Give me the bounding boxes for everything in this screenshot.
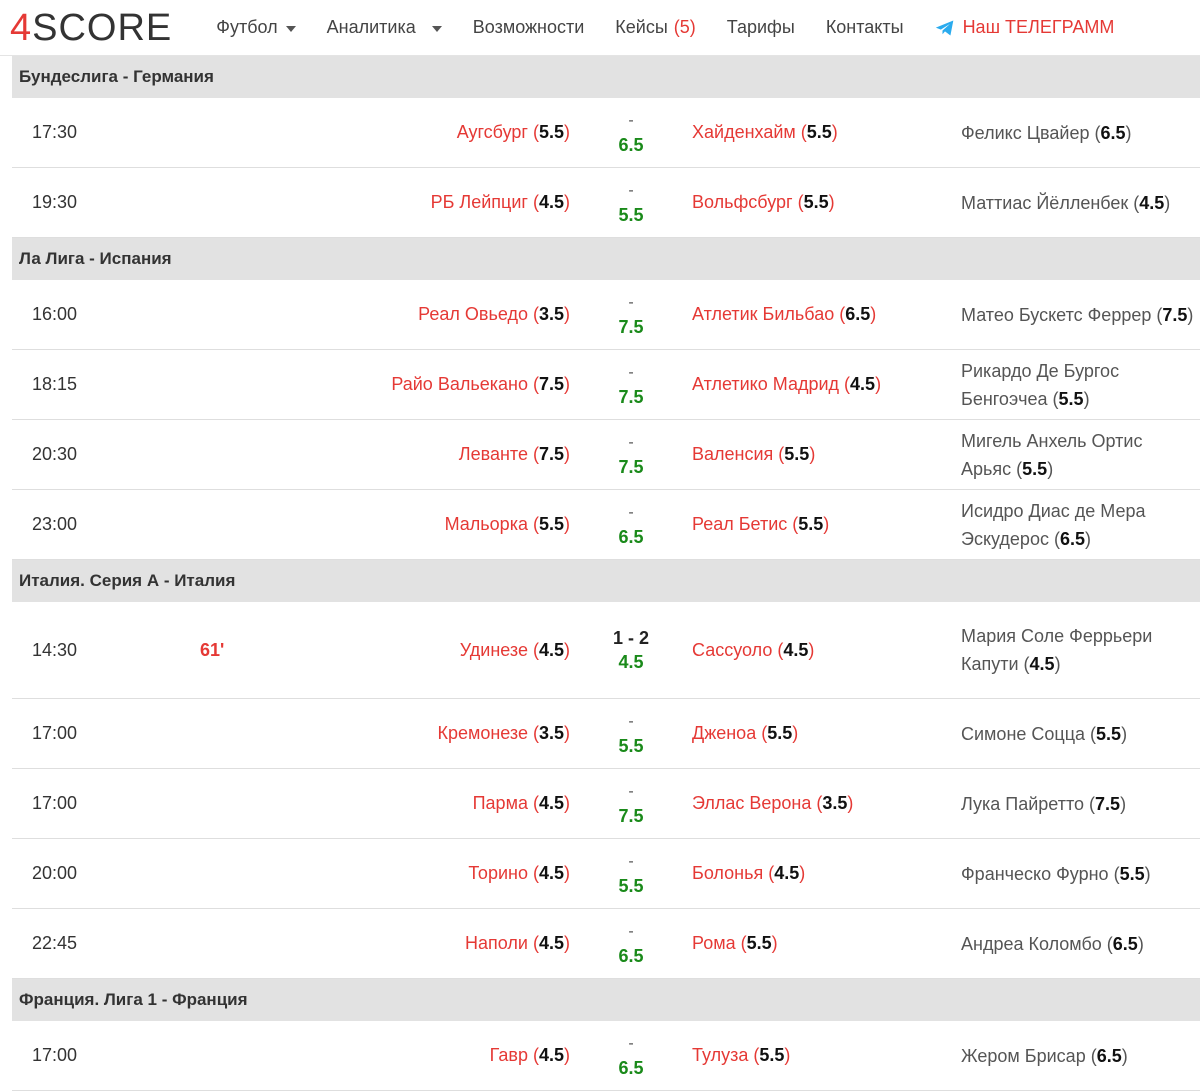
home-team[interactable] [437, 699, 570, 768]
rating-value: 4.5 [538, 1045, 564, 1065]
home-team-name: Мальорка [444, 514, 528, 534]
referee-rating: 7.5 [1095, 793, 1121, 814]
home-team-name: Удинезе [459, 639, 528, 660]
rating-value: 4.5 [538, 933, 564, 953]
rating-open: ( [834, 304, 846, 324]
home-team[interactable] [418, 280, 570, 349]
rating-value: 4.5 [538, 639, 564, 660]
match-score: 1 - 2 [612, 628, 650, 648]
rating-close: ) [564, 723, 570, 743]
match-row[interactable] [12, 839, 1200, 909]
rating-value: 7.5 [538, 444, 564, 464]
referee-rating: 7.5 [1162, 304, 1188, 325]
rating-value: 5.5 [784, 444, 810, 464]
rating-open: ( [735, 933, 747, 953]
referee-name: Франческо Фурно [961, 863, 1109, 884]
rating-open: ( [1048, 528, 1060, 549]
nav-pricing-label: Тарифы [726, 17, 795, 37]
match-row[interactable] [12, 280, 1200, 350]
rating-open: ( [773, 444, 785, 464]
away-team-name: Болонья [692, 863, 764, 883]
rating-value: 5.5 [806, 122, 832, 142]
referee-rating: 5.5 [1058, 388, 1084, 409]
nav-cases[interactable] [615, 17, 696, 38]
away-team-name: Атлетико Мадрид [692, 374, 840, 394]
referee-name: Феликс Цвайер [961, 122, 1090, 143]
referee-text [961, 427, 1197, 483]
match-time: 17:00 [32, 1045, 78, 1065]
rating-open: ( [527, 192, 539, 212]
rating-open: ( [1047, 388, 1059, 409]
rating-close: ) [875, 374, 882, 394]
match-score: - [628, 922, 634, 940]
match-row[interactable] [12, 98, 1200, 168]
referee-name: Лука Пайретто [961, 793, 1085, 814]
match-total: 7.5 [618, 316, 644, 337]
nav-pricing[interactable] [727, 17, 795, 38]
home-team-name: РБ Лейпциг [430, 192, 528, 212]
rating-open: ( [527, 723, 539, 743]
referee [961, 1021, 1197, 1090]
match-row[interactable] [12, 1021, 1200, 1091]
home-team[interactable] [460, 602, 570, 698]
match-time: 22:45 [32, 933, 78, 953]
rating-open: ( [527, 933, 539, 953]
cases-count-badge: (5) [673, 17, 696, 37]
referee-name: Жером Брисар [961, 1045, 1086, 1066]
referee-name: Симоне Соцца [961, 723, 1086, 744]
logo-digit: 4 [10, 6, 33, 49]
home-team[interactable] [490, 1021, 570, 1090]
match-time: 17:30 [32, 122, 78, 142]
rating-close: ) [792, 723, 799, 743]
rating-open: ( [527, 863, 539, 883]
home-team-name: Кремонезе [437, 723, 528, 743]
away-team-name: Сассуоло [692, 639, 773, 660]
rating-value: 5.5 [798, 514, 824, 534]
rating-value: 4.5 [538, 793, 564, 813]
rating-close: ) [564, 304, 570, 324]
rating-value: 6.5 [845, 304, 871, 324]
main-nav [216, 17, 1114, 38]
away-team-name: Рома [692, 933, 736, 953]
rating-close: ) [564, 933, 570, 953]
rating-open: ( [527, 1045, 539, 1065]
rating-open: ( [527, 122, 539, 142]
match-score: - [628, 111, 634, 129]
away-team[interactable] [692, 280, 876, 349]
away-team[interactable] [692, 839, 805, 908]
league-header: Ла Лига - Испания [12, 238, 1200, 280]
away-team-name: Дженоа [692, 723, 757, 743]
referee [961, 490, 1197, 559]
referee-text [961, 301, 1193, 329]
nav-contacts[interactable] [826, 17, 904, 38]
nav-telegram-label: Наш ТЕЛЕГРАММ [962, 17, 1115, 37]
live-minute: 61' [200, 639, 225, 660]
away-team[interactable] [692, 98, 838, 167]
away-team-name: Хайденхайм [692, 122, 796, 142]
home-team[interactable] [459, 420, 570, 489]
match-time: 18:15 [32, 374, 78, 394]
away-team[interactable] [692, 769, 853, 838]
rating-close: ) [828, 192, 835, 212]
away-team-name: Реал Бетис [692, 514, 788, 534]
referee-name: Мария Соле Феррьери Капути [961, 626, 1153, 674]
match-total: 6.5 [618, 134, 644, 155]
referee [961, 168, 1197, 237]
referee-rating: 4.5 [1139, 192, 1165, 213]
home-team-name: Аугсбург [456, 122, 528, 142]
match-center [601, 350, 661, 419]
rating-open: ( [787, 514, 799, 534]
rating-close: ) [809, 444, 816, 464]
referee-rating: 4.5 [1029, 654, 1055, 674]
referee-text [961, 622, 1197, 678]
match-score: - [628, 712, 634, 730]
referee-text [961, 720, 1127, 748]
rating-open: ( [748, 1045, 760, 1065]
home-team[interactable] [431, 168, 570, 237]
rating-open: ( [792, 192, 804, 212]
match-row[interactable] [12, 909, 1200, 979]
rating-open: ( [839, 374, 851, 394]
matches-table [12, 56, 1200, 1091]
home-team-name: Торино [468, 863, 528, 883]
rating-close: ) [564, 793, 570, 813]
home-team[interactable] [445, 490, 570, 559]
match-total: 6.5 [618, 945, 644, 966]
match-time: 16:00 [32, 304, 78, 324]
referee [961, 839, 1197, 908]
referee-rating: 6.5 [1059, 528, 1085, 549]
referee-text [961, 119, 1132, 147]
rating-close: ) [1054, 654, 1061, 674]
referee-text [961, 497, 1197, 553]
rating-open: ( [527, 514, 539, 534]
nav-contacts-label: Контакты [825, 17, 904, 37]
match-center [601, 1021, 661, 1090]
rating-close: ) [808, 639, 815, 660]
rating-value: 5.5 [759, 1045, 785, 1065]
rating-open: ( [1128, 192, 1140, 213]
nav-features-label: Возможности [472, 17, 585, 37]
rating-open: ( [1108, 863, 1120, 884]
rating-open: ( [1085, 1045, 1097, 1066]
referee [961, 350, 1197, 419]
rating-close: ) [870, 304, 877, 324]
rating-close: ) [564, 444, 570, 464]
referee [961, 420, 1197, 489]
match-score: - [628, 181, 634, 199]
match-total: 6.5 [618, 1057, 644, 1078]
rating-open: ( [527, 793, 539, 813]
away-team[interactable] [692, 168, 835, 237]
home-team[interactable] [457, 98, 570, 167]
away-team[interactable] [692, 490, 829, 559]
referee [961, 98, 1197, 167]
away-team-name: Валенсия [692, 444, 774, 464]
rating-value: 3.5 [538, 304, 564, 324]
rating-close: ) [799, 863, 806, 883]
referee [961, 909, 1197, 978]
rating-close: ) [564, 514, 570, 534]
away-team[interactable] [692, 1021, 790, 1090]
rating-close: ) [564, 639, 570, 660]
home-team-name: Леванте [458, 444, 528, 464]
match-score: - [628, 293, 634, 311]
match-row[interactable] [12, 602, 1200, 699]
nav-cases-label: Кейсы [615, 17, 668, 37]
rating-value: 4.5 [783, 639, 809, 660]
match-center [601, 909, 661, 978]
match-score: - [628, 503, 634, 521]
home-team-name: Наполи [465, 933, 528, 953]
match-center [601, 420, 661, 489]
match-score: - [628, 852, 634, 870]
referee [961, 280, 1197, 349]
match-score: - [628, 1034, 634, 1052]
rating-value: 4.5 [538, 192, 564, 212]
match-center [601, 839, 661, 908]
away-team-name: Эллас Верона [692, 793, 812, 813]
rating-open: ( [756, 723, 768, 743]
rating-open: ( [527, 374, 539, 394]
rating-open: ( [795, 122, 807, 142]
rating-close: ) [1047, 458, 1054, 479]
rating-value: 5.5 [767, 723, 793, 743]
rating-close: ) [823, 514, 830, 534]
match-total: 5.5 [618, 204, 644, 225]
chevron-down-icon [286, 26, 296, 32]
nav-features[interactable] [473, 17, 585, 38]
referee-name: Матео Бускетс Феррер [961, 304, 1152, 325]
rating-close: ) [784, 1045, 791, 1065]
nav-analytics[interactable] [327, 17, 442, 38]
match-total: 7.5 [618, 386, 644, 407]
rating-value: 5.5 [538, 514, 564, 534]
rating-close: ) [564, 1045, 570, 1065]
referee-name: Андреа Коломбо [961, 933, 1102, 954]
match-center [601, 98, 661, 167]
rating-value: 5.5 [538, 122, 564, 142]
referee-rating: 6.5 [1112, 933, 1138, 954]
league-header: Бундеслига - Германия [12, 56, 1200, 98]
match-time: 20:30 [32, 444, 78, 464]
referee-rating: 6.5 [1100, 122, 1126, 143]
rating-value: 4.5 [774, 863, 800, 883]
referee-rating: 5.5 [1022, 458, 1048, 479]
referee-text [961, 357, 1197, 413]
rating-open: ( [527, 304, 539, 324]
home-team-name: Гавр [489, 1045, 528, 1065]
referee [961, 699, 1197, 768]
rating-close: ) [564, 192, 570, 212]
rating-close: ) [771, 933, 778, 953]
match-score: - [628, 433, 634, 451]
rating-open: ( [1084, 793, 1096, 814]
rating-open: ( [772, 639, 784, 660]
rating-value: 3.5 [538, 723, 564, 743]
rating-close: ) [1144, 863, 1151, 884]
rating-value: 4.5 [538, 863, 564, 883]
match-center [601, 769, 661, 838]
match-total: 6.5 [618, 526, 644, 547]
match-center [601, 602, 661, 698]
match-row[interactable] [12, 769, 1200, 839]
rating-close: ) [1121, 1045, 1128, 1066]
referee [961, 769, 1197, 838]
rating-close: ) [564, 122, 570, 142]
rating-close: ) [1121, 723, 1128, 744]
match-score: - [628, 782, 634, 800]
referee-rating: 5.5 [1096, 723, 1122, 744]
telegram-icon [935, 19, 955, 37]
match-total: 7.5 [618, 805, 644, 826]
site-logo[interactable] [10, 6, 173, 49]
top-navbar [0, 0, 1200, 56]
rating-value: 4.5 [850, 374, 876, 394]
referee-name: Рикардо Де Бургос Бенгоэчеа [961, 360, 1120, 409]
rating-close: ) [1164, 192, 1171, 213]
away-team[interactable] [692, 699, 798, 768]
home-team-name: Райо Вальекано [391, 374, 528, 394]
match-row[interactable] [12, 699, 1200, 769]
chevron-down-icon [432, 26, 442, 32]
rating-close: ) [1120, 793, 1127, 814]
referee [961, 602, 1197, 698]
league-header: Франция. Лига 1 - Франция [12, 979, 1200, 1021]
referee-name: Исидро Диас де Мера Эскудерос [961, 500, 1146, 549]
referee-rating: 6.5 [1096, 1045, 1122, 1066]
match-row[interactable] [12, 420, 1200, 490]
match-total: 5.5 [618, 735, 644, 756]
away-team-name: Тулуза [692, 1045, 749, 1065]
home-team-name: Реал Овьедо [418, 304, 528, 324]
home-team[interactable] [391, 350, 570, 419]
home-team[interactable] [468, 839, 570, 908]
referee-text [961, 189, 1170, 217]
away-team[interactable] [692, 350, 881, 419]
match-center [601, 280, 661, 349]
rating-close: ) [1083, 388, 1090, 409]
home-team-name: Парма [472, 793, 528, 813]
referee-text [961, 1042, 1128, 1070]
nav-telegram-link[interactable] [935, 17, 1115, 38]
rating-close: ) [831, 122, 838, 142]
match-score: - [628, 363, 634, 381]
away-team[interactable] [692, 909, 778, 978]
nav-football-label: Футбол [216, 17, 278, 37]
rating-open: ( [1101, 933, 1113, 954]
home-team[interactable] [473, 769, 570, 838]
match-center [601, 699, 661, 768]
match-total: 7.5 [618, 456, 644, 477]
rating-close: ) [847, 793, 854, 813]
match-time: 19:30 [32, 192, 78, 212]
nav-football[interactable] [216, 17, 295, 38]
away-team[interactable] [692, 602, 814, 698]
rating-open: ( [527, 444, 539, 464]
referee-name: Мигель Анхель Ортис Арьяс [961, 430, 1143, 479]
rating-open: ( [1018, 654, 1030, 674]
match-row[interactable] [12, 350, 1200, 420]
match-time: 17:00 [32, 793, 78, 813]
referee-text [961, 930, 1144, 958]
rating-close: ) [1125, 122, 1132, 143]
match-total: 4.5 [618, 652, 644, 672]
rating-value: 7.5 [538, 374, 564, 394]
rating-value: 5.5 [746, 933, 772, 953]
logo-word: SCORE [32, 6, 173, 49]
league-header: Италия. Серия А - Италия [12, 560, 1200, 602]
referee-rating: 5.5 [1119, 863, 1145, 884]
match-time: 14:30 [32, 639, 78, 660]
rating-close: ) [1137, 933, 1144, 954]
away-team-name: Вольфсбург [692, 192, 793, 212]
referee-text [961, 790, 1126, 818]
rating-close: ) [1084, 528, 1091, 549]
match-row[interactable] [12, 168, 1200, 238]
rating-open: ( [811, 793, 823, 813]
rating-open: ( [1151, 304, 1163, 325]
rating-open: ( [1085, 723, 1097, 744]
rating-open: ( [527, 639, 539, 660]
rating-value: 3.5 [822, 793, 848, 813]
rating-close: ) [564, 374, 570, 394]
away-team[interactable] [692, 420, 815, 489]
match-time: 20:00 [32, 863, 78, 883]
rating-close: ) [1187, 304, 1194, 325]
away-team-name: Атлетик Бильбао [692, 304, 835, 324]
match-time: 17:00 [32, 723, 78, 743]
match-time: 23:00 [32, 514, 78, 534]
rating-open: ( [763, 863, 775, 883]
referee-text [961, 860, 1151, 888]
match-total: 5.5 [618, 875, 644, 896]
match-center [601, 490, 661, 559]
nav-analytics-label: Аналитика [326, 17, 416, 37]
referee-name: Маттиас Йёлленбек [961, 192, 1129, 213]
match-row[interactable] [12, 490, 1200, 560]
rating-value: 5.5 [803, 192, 829, 212]
rating-open: ( [1089, 122, 1101, 143]
home-team[interactable] [465, 909, 570, 978]
match-center [601, 168, 661, 237]
rating-open: ( [1011, 458, 1023, 479]
rating-close: ) [564, 863, 570, 883]
